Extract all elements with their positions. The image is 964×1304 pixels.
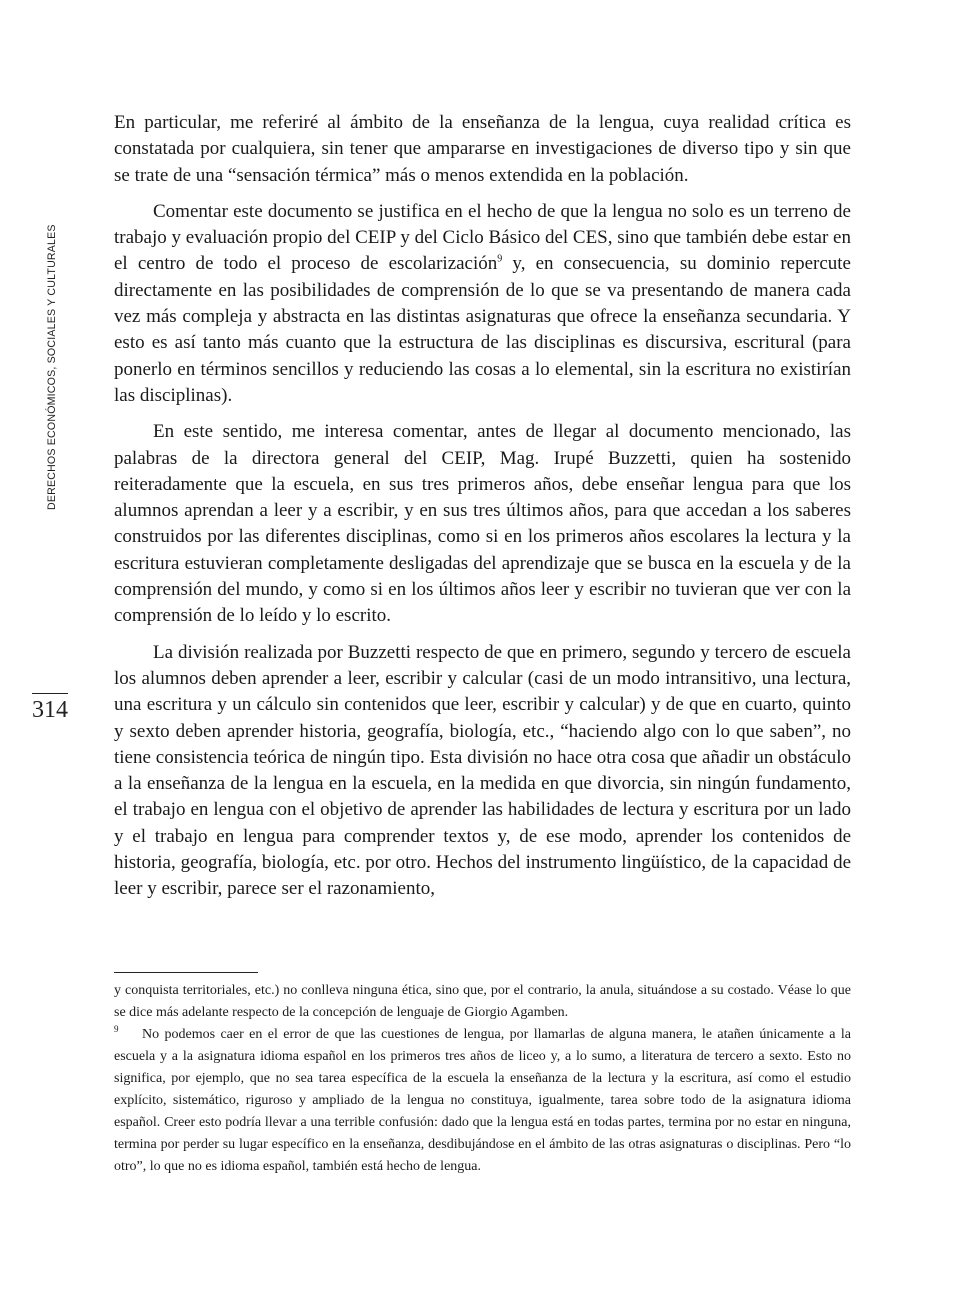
footnote-9: 9 No podemos caer en el error de que las cuestiones de lengua, por llamarlas de alguna manera, le atañen únicamente a la escuela y a la asignatura idioma español en los primeros tres años de liceo y, a lo sumo, a literatura de tercero a sexto. Esto no significa, por ejemplo, que no sea tarea específica de la escuela la enseñanza de la lectura y la escritura, así como el estudio explícito, sistemático, riguroso y ampliado de la lengua no constituya, igualmente, tarea sobre todo de la asignatura idioma español. Creer esto podría llevar a una terrible confusión: dado que la lengua está en todas partes, termina por no estar en ninguna, termina por perder su lugar específico en la enseñanza, desdibujándose en el ámbito de las otras asignaturas o disciplinas. Pero “lo otro”, lo que no es idioma español, también está hecho de lengua. [114,1024,851,1174]
page-number-rule [32,693,68,694]
footnote-continued: y conquista territoriales, etc.) no conlleva ninguna ética, sino que, por el contrario, la anula, situándose a su costado. Véase lo que se dice más adelante respecto de la concepción de lenguaje de Giorgio Agamben. [114,983,851,1020]
footnote-ref-9: 9 [497,254,503,266]
paragraph-4: La división realizada por Buzzetti respecto de que en primero, segundo y tercero de escuela los alumnos deben aprender a leer, escribir y calcular (casi de un modo intransitivo, una lectura, una escritura y un cálculo sin contenidos que leer, escribir y calcular) y de que en cuarto, quinto y sexto deben aprender historia, geografía, biología, etc., “haciendo algo con lo que saben”, no tiene consistencia teórica de ningún tipo. Esta división no hace otra cosa que añadir un obstáculo a la enseñanza de la lengua en la escuela, en la medida en que divorcia, sin ningún fundamento, el trabajo en lengua con el objetivo de aprender las habilidades de lectura y escritura por un lado y el trabajo en lengua para comprender textos y, de ese modo, aprender los contenidos de historia, geografía, biología, etc. por otro. Hechos del instrumento lingüístico, de la capacidad de leer y escribir, parece ser el razonamiento, [114,641,851,900]
footnote-separator [114,972,258,973]
running-header: DERECHOS ECONÓMICOS, SOCIALES Y CULTURALES [46,224,58,510]
paragraph-2 [114,199,851,409]
paragraph-1: En particular, me referiré al ámbito de la enseñanza de la lengua, cuya realidad crítica es constatada por cualquiera, sin tener que ampararse en investigaciones de diverso tipo y sin que se trate de una “sensación térmica” más o menos extendida en la población. [114,112,851,186]
paragraph-3: En este sentido, me interesa comentar, antes de llegar al documento mencionado, las palabras de la directora general del CEIP, Mag. Irupé Buzzetti, quien ha sostenido reiteradamente que la escuela, en sus tres primeros años, debe enseñar lengua para que los alumnos aprendan a leer y a escribir, y en sus tres últimos años, para que accedan a los saberes construidos por las diferentes disciplinas, como si en los primeros años escolares la lectura y la escritura estuvieran completamente desligadas del aprendizaje que se busca en la escuela y de la comprensión del mundo, y como si en los últimos años leer y escribir no tuvieran que ver con la comprensión de lo leído y lo escrito. [114,421,851,627]
paragraph-2-text-a: Comentar este documento se justifica en el hecho de que la lengua no solo es un terreno de trabajo y evaluación propio del CEIP y del Ciclo Básico del CES, sino que también debe estar en el centro de todo el proceso de escolarización [114,200,851,275]
footnote-9-text: No podemos caer en el error de que las cuestiones de lengua, por llamarlas de alguna manera, le atañen únicamente a la escuela y a la asignatura idioma español en los primeros tres años de liceo y, a lo sumo, a literatura de tercero a sexto. Esto no significa, por ejemplo, que no sea tarea específica de la escuela la enseñanza de la lectura y la escritura, así como el estudio explícito, sistemático, riguroso y ampliado de la lengua no constituya, igualmente, tarea sobre todo de la asignatura idioma español. Creer esto podría llevar a una terrible confusión: dado que la lengua está en todas partes, termina por no estar en ninguna, termina por perder su lugar específico en la enseñanza, desdibujándose en el ámbito de las otras asignaturas o disciplinas. Pero “lo otro”, lo que no es idioma español, también está hecho de lengua. [114,1027,851,1174]
footnotes [114,980,851,1178]
page-number: 314 [32,697,68,723]
paragraph-2-text-b: y, en consecuencia, su dominio repercute directamente en las posibilidades de comprensión de lo que se va presentando de manera cada vez más compleja y abstracta en las distintas asignaturas que ofrece la enseñanza secundaria. Y esto es así tanto más cuanto que la estructura de las disciplinas es discursiva, escritural (para ponerlo en términos sencillos y reduciendo las cosas a lo elemental, sin la escritura no existirían las disciplinas). [114,253,851,406]
body-text [114,110,851,913]
